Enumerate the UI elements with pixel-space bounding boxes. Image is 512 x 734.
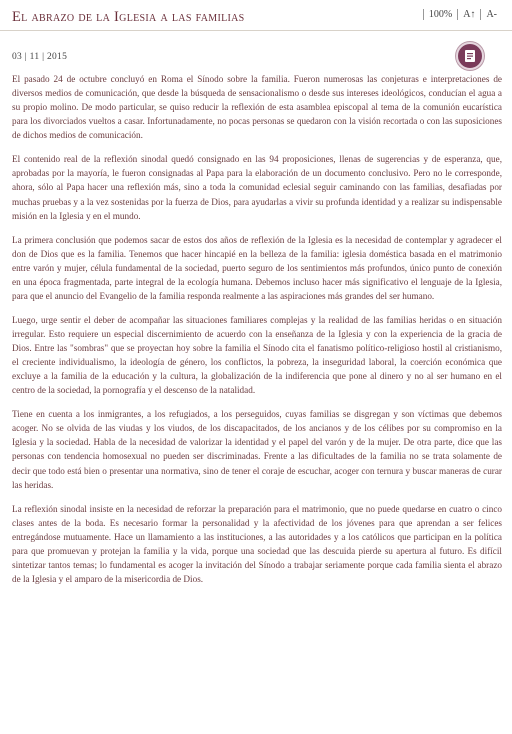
paragraph: La reflexión sinodal insiste en la necesidad de reforzar la preparación para el matrimonio, que no puede quedarse en cuatro o cinco clases antes de la boda. Es necesario formar la personalidad y la afectividad de los jóvenes para que aprendan a ser felices entregándose mutuamente. Hace un llamamiento a las instituciones, a las autoridades y a los católicos que participan en la política para que promuevan y protejan la familia y la vida, porque una sociedad que las descuida pierde su apertura al futuro. Es difícil sintetizar tantos temas; lo fundamental es acoger la invitación del Sínodo a trabajar seriamente porque cada familia sienta el abrazo de la Iglesia y el amparo de la misericordia de Dios. — [12, 503, 502, 584]
font-larger-button[interactable]: A↑ — [457, 9, 480, 20]
paragraph: El pasado 24 de octubre concluyó en Roma el Sínodo sobre la familia. Fueron numerosas las conjeturas e interpretaciones de diversos medios de comunicación, que desde la búsqueda de sensacionalismo o desde sus intereses ideológicos, conducían el agua a su propio molino. De modo particular, se quiso reducir la reflexión de esta asamblea episcopal al tema de la comunión eucarística para los divorciados vueltos a casar. Infortunadamente, no pocas personas se quedaron con la visión recortada o con las suposiciones de dichos medios de comunicación. — [12, 74, 502, 141]
paragraph: La primera conclusión que podemos sacar de estos dos años de reflexión de la Iglesia es la necesidad de contemplar y agradecer el don de Dios que es la familia. Tenemos que hacer hincapié en la belleza de la familia: iglesia doméstica basada en el matrimonio entre varón y mujer, célula fundamental de la sociedad, puerto seguro de los sentimientos más profundos, único punto de conexión en una época fragmentada, parte integral de la ecología humana. Debemos incluso hacer más significativo el lenguaje de la Iglesia, para que el anuncio del Evangelio de la familia responda realmente a las aspiraciones más grandes del ser humano. — [12, 234, 502, 301]
article-body — [12, 72, 502, 596]
reader-tools — [423, 9, 502, 20]
top-bar — [0, 0, 512, 31]
paragraph: Tiene en cuenta a los inmigrantes, a los refugiados, a los perseguidos, cuyas familias se disgregan y son víctimas que debemos acoger. No se olvida de las viudas y los viudos, de los discapacitados, de los ancianos y de los célibes por su compromiso en la Iglesia y la sociedad. Habla de la necesidad de valorizar la identidad y el papel del varón y de la mujer. De otra parte, dice que las personas con tendencia homosexual no pueden ser discriminadas. Frente a las dificultades de la familia no se trata solamente de decir que todo está bien o presentar una normativa, sino de tener el coraje de escuchar, acoger con ternura y buscar maneras de curar las heridas. — [12, 409, 502, 490]
document-icon[interactable] — [456, 42, 484, 70]
article-date: 03 | 11 | 2015 — [12, 52, 68, 62]
paragraph: Luego, urge sentir el deber de acompañar las situaciones familiares complejas y la realidad de las familias heridas o en situación irregular. Esto requiere un especial discernimiento de acuerdo con la enseñanza de la Iglesia y con la experiencia de la gracia de Dios. Entre las "sombras" que se proyectan hoy sobre la familia el Sínodo cita el fanatismo político-religioso hostil al cristianismo, el creciente individualismo, la ideología de género, los conflictos, la pobreza, la inseguridad laboral, la coerción económica que excluye a la familia de la educación y la cultura, la globalización de la indiferencia que pone al dinero y no al ser humano en el centro de la sociedad, la pornografía y el descenso de la natalidad. — [12, 314, 502, 396]
zoom-level[interactable]: 100% — [423, 9, 457, 20]
paragraph: El contenido real de la reflexión sinodal quedó consignado en las 94 proposiciones, llenas de sugerencias y de esperanza, que, aprobadas por la mayoría, le fueron consignadas al Papa para la elaboración de un documento conclusivo. Pero no le corresponde, ahora, sólo al Papa hacer una reflexión más, sino a toda la comunidad eclesial seguir caminando con las familias, desafiadas por muchas pruebas y a la vez sostenidas por la fuerza de Dios, para ayudarlas a vivir su profunda identidad y a realizar su indispensable misión en la Iglesia y en el mundo. — [12, 154, 502, 221]
page-title: El abrazo de la Iglesia a las familias — [12, 9, 245, 25]
font-smaller-button[interactable]: A- — [480, 9, 502, 20]
